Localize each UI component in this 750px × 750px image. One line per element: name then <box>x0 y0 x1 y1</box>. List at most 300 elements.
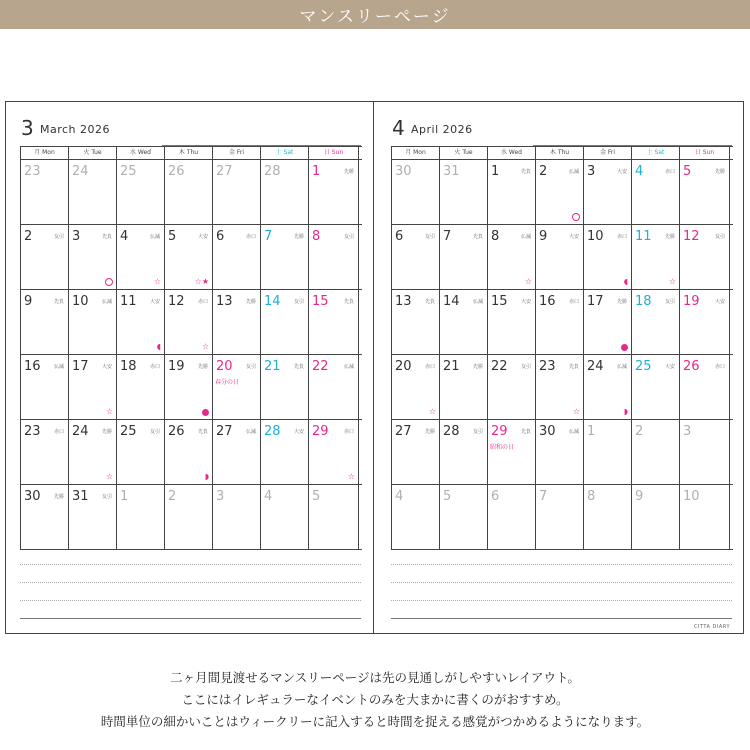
day-number: 20 <box>395 359 412 374</box>
rokuyo-label: 仏滅 <box>53 364 64 370</box>
moon-phase-mark <box>105 278 113 286</box>
day-number: 4 <box>635 164 644 179</box>
day-cell[interactable] <box>117 290 165 354</box>
month-number: 3 <box>21 116 34 140</box>
day-cell[interactable] <box>69 160 117 224</box>
day-cell[interactable] <box>680 355 730 419</box>
day-number: 8 <box>491 229 500 244</box>
day-number: 3 <box>72 229 81 244</box>
day-cell[interactable] <box>117 225 165 289</box>
star-icon: ☆ <box>668 277 676 286</box>
day-number: 28 <box>443 424 460 439</box>
weekday-label: 火 Tue <box>69 147 117 159</box>
day-number: 19 <box>168 359 185 374</box>
rokuyo-label: 大安 <box>714 299 725 305</box>
rokuyo-label: 先勝 <box>616 299 627 305</box>
rokuyo-label: 大安 <box>520 299 531 305</box>
waning-moon-icon: ◗ <box>623 407 628 416</box>
day-cell[interactable] <box>309 225 359 289</box>
day-cell[interactable] <box>392 355 440 419</box>
day-cell[interactable] <box>488 290 536 354</box>
day-cell[interactable] <box>261 290 309 354</box>
day-cell[interactable] <box>165 290 213 354</box>
weekday-label: 木 Thu <box>536 147 584 159</box>
day-cell[interactable] <box>261 420 309 484</box>
day-number: 29 <box>312 424 329 439</box>
day-number: 19 <box>683 294 700 309</box>
star-icon: ☆ <box>572 407 580 416</box>
day-number: 1 <box>120 489 129 504</box>
day-cell[interactable] <box>309 355 359 419</box>
day-cell[interactable] <box>440 485 488 549</box>
day-number: 26 <box>168 164 185 179</box>
day-cell[interactable] <box>309 160 359 224</box>
moon-phase-mark <box>572 213 580 221</box>
day-number: 12 <box>168 294 185 309</box>
weekday-label: 月 Mon <box>392 147 440 159</box>
day-cell[interactable] <box>213 160 261 224</box>
day-cell[interactable] <box>584 485 632 549</box>
weekday-label: 金 Fri <box>213 147 261 159</box>
rokuyo-label: 赤口 <box>424 364 435 370</box>
day-number: 3 <box>216 489 225 504</box>
rokuyo-label: 友引 <box>101 494 112 500</box>
holiday-label: 昭和の日 <box>490 444 515 451</box>
day-number: 13 <box>395 294 412 309</box>
day-number: 9 <box>539 229 548 244</box>
day-number: 30 <box>539 424 556 439</box>
day-cell[interactable] <box>69 485 117 549</box>
day-number: 24 <box>587 359 604 374</box>
weekday-header-row <box>21 147 362 160</box>
rokuyo-label: 赤口 <box>245 234 256 240</box>
day-number: 2 <box>24 229 33 244</box>
note-line <box>20 582 361 583</box>
day-cell[interactable] <box>165 355 213 419</box>
month-header <box>391 116 732 138</box>
day-cell[interactable] <box>632 160 680 224</box>
day-number: 14 <box>264 294 281 309</box>
star-icon: ☆ <box>201 342 209 351</box>
day-number: 21 <box>264 359 281 374</box>
day-cell[interactable] <box>680 225 730 289</box>
day-cell[interactable] <box>440 160 488 224</box>
day-number: 1 <box>491 164 500 179</box>
rokuyo-label: 友引 <box>424 234 435 240</box>
full-moon-icon <box>202 409 209 416</box>
month-name: March 2026 <box>40 123 111 136</box>
book-spine <box>373 101 374 634</box>
rokuyo-label: 仏滅 <box>472 299 483 305</box>
rokuyo-label: 友引 <box>53 234 64 240</box>
day-number: 22 <box>312 359 329 374</box>
week-row <box>21 160 362 225</box>
rokuyo-label: 先負 <box>53 299 64 305</box>
day-number: 28 <box>264 424 281 439</box>
rokuyo-label: 先負 <box>293 364 304 370</box>
day-number: 22 <box>491 359 508 374</box>
week-row <box>392 355 733 420</box>
rokuyo-label: 仏滅 <box>149 234 160 240</box>
day-number: 23 <box>24 424 41 439</box>
day-number: 24 <box>72 424 89 439</box>
rokuyo-label: 赤口 <box>197 299 208 305</box>
day-cell[interactable] <box>117 160 165 224</box>
day-cell[interactable] <box>680 160 730 224</box>
day-cell[interactable] <box>69 420 117 484</box>
rokuyo-label: 先勝 <box>245 299 256 305</box>
week-row <box>21 355 362 420</box>
day-cell[interactable] <box>261 485 309 549</box>
day-cell[interactable] <box>440 420 488 484</box>
day-number: 5 <box>168 229 177 244</box>
rokuyo-label: 先負 <box>197 429 208 435</box>
day-number: 31 <box>443 164 460 179</box>
note-line <box>391 600 732 601</box>
day-number: 7 <box>264 229 273 244</box>
weekday-label: 土 Sat <box>261 147 309 159</box>
rokuyo-label: 赤口 <box>664 169 675 175</box>
day-cell[interactable] <box>117 355 165 419</box>
day-number: 30 <box>24 489 41 504</box>
day-cell[interactable] <box>536 420 584 484</box>
day-cell[interactable] <box>21 160 69 224</box>
rokuyo-label: 友引 <box>472 429 483 435</box>
day-cell[interactable] <box>680 420 730 484</box>
day-cell[interactable] <box>584 355 632 419</box>
weekday-label: 日 Sun <box>680 147 730 159</box>
week-row <box>392 160 733 225</box>
week-row <box>392 225 733 290</box>
star-icon: ☆★ <box>194 277 209 286</box>
day-number: 24 <box>72 164 89 179</box>
day-cell[interactable] <box>584 225 632 289</box>
day-number: 20 <box>216 359 233 374</box>
day-cell[interactable] <box>632 225 680 289</box>
star-icon: ☆ <box>105 472 113 481</box>
rokuyo-label: 友引 <box>245 364 256 370</box>
day-number: 11 <box>635 229 652 244</box>
rokuyo-label: 赤口 <box>343 429 354 435</box>
rokuyo-label: 先勝 <box>424 429 435 435</box>
day-cell[interactable] <box>632 355 680 419</box>
day-cell[interactable] <box>488 485 536 549</box>
day-cell[interactable] <box>440 355 488 419</box>
moon-phase-mark <box>621 344 628 351</box>
day-number: 9 <box>24 294 33 309</box>
day-cell[interactable] <box>632 290 680 354</box>
day-number: 8 <box>312 229 321 244</box>
day-cell[interactable] <box>261 355 309 419</box>
day-number: 11 <box>120 294 137 309</box>
day-number: 10 <box>587 229 604 244</box>
day-cell[interactable] <box>488 420 536 484</box>
rokuyo-label: 仏滅 <box>343 364 354 370</box>
day-number: 9 <box>635 489 644 504</box>
week-row <box>21 420 362 485</box>
day-number: 18 <box>635 294 652 309</box>
day-cell[interactable] <box>21 290 69 354</box>
day-cell[interactable] <box>536 290 584 354</box>
weekday-label: 水 Wed <box>117 147 165 159</box>
day-number: 27 <box>216 424 233 439</box>
day-number: 17 <box>72 359 89 374</box>
day-number: 27 <box>395 424 412 439</box>
day-number: 14 <box>443 294 460 309</box>
note-line <box>391 564 732 565</box>
rokuyo-label: 先勝 <box>53 494 64 500</box>
day-cell[interactable] <box>213 485 261 549</box>
day-cell[interactable] <box>392 160 440 224</box>
day-cell[interactable] <box>632 420 680 484</box>
weekday-label: 水 Wed <box>488 147 536 159</box>
banner-title: マンスリーページ <box>299 7 451 27</box>
rokuyo-label: 先負 <box>520 429 531 435</box>
weekday-label: 金 Fri <box>584 147 632 159</box>
day-cell[interactable] <box>536 485 584 549</box>
day-cell[interactable] <box>392 225 440 289</box>
rokuyo-label: 先勝 <box>714 169 725 175</box>
day-number: 4 <box>120 229 129 244</box>
day-cell[interactable] <box>165 225 213 289</box>
day-cell[interactable] <box>680 290 730 354</box>
day-cell[interactable] <box>536 160 584 224</box>
day-cell[interactable] <box>213 420 261 484</box>
star-icon: ☆ <box>524 277 532 286</box>
day-number: 25 <box>635 359 652 374</box>
rokuyo-label: 大安 <box>197 234 208 240</box>
rokuyo-label: 仏滅 <box>568 429 579 435</box>
day-number: 7 <box>539 489 548 504</box>
rokuyo-label: 友引 <box>293 299 304 305</box>
day-number: 3 <box>683 424 692 439</box>
weekday-label: 土 Sat <box>632 147 680 159</box>
day-number: 6 <box>216 229 225 244</box>
waxing-moon-icon: ◖ <box>156 342 161 351</box>
rokuyo-label: 友引 <box>520 364 531 370</box>
day-number: 18 <box>120 359 137 374</box>
day-number: 12 <box>683 229 700 244</box>
rokuyo-label: 友引 <box>664 299 675 305</box>
brand-label: CITTA DIARY <box>693 624 730 630</box>
week-row <box>392 485 733 550</box>
rokuyo-label: 大安 <box>616 169 627 175</box>
star-icon: ☆ <box>347 472 355 481</box>
day-number: 27 <box>216 164 233 179</box>
day-cell[interactable] <box>536 355 584 419</box>
month-calendar-grid <box>20 146 362 550</box>
rokuyo-label: 大安 <box>149 299 160 305</box>
day-number: 5 <box>443 489 452 504</box>
monthly-page-march <box>20 102 361 633</box>
caption-line-1: 二ヶ月間見渡せるマンスリーページは先の見通しがしやすいレイアウト。 <box>170 670 580 685</box>
day-cell[interactable] <box>117 485 165 549</box>
day-cell[interactable] <box>440 290 488 354</box>
month-calendar-grid <box>391 146 733 550</box>
day-number: 5 <box>312 489 321 504</box>
day-cell[interactable] <box>165 160 213 224</box>
day-cell[interactable] <box>392 420 440 484</box>
day-number: 10 <box>72 294 89 309</box>
rokuyo-label: 赤口 <box>714 364 725 370</box>
day-cell[interactable] <box>21 485 69 549</box>
day-cell[interactable] <box>584 420 632 484</box>
day-cell[interactable] <box>488 225 536 289</box>
day-number: 6 <box>491 489 500 504</box>
day-number: 6 <box>395 229 404 244</box>
waning-moon-icon: ◗ <box>204 472 209 481</box>
banner <box>0 0 750 29</box>
day-number: 4 <box>395 489 404 504</box>
day-cell[interactable] <box>165 485 213 549</box>
day-cell[interactable] <box>440 225 488 289</box>
rokuyo-label: 先負 <box>568 364 579 370</box>
day-number: 29 <box>491 424 508 439</box>
day-cell[interactable] <box>680 485 730 549</box>
waxing-moon-icon: ◖ <box>623 277 628 286</box>
rokuyo-label: 友引 <box>343 234 354 240</box>
day-cell[interactable] <box>392 290 440 354</box>
caption-line-3: 時間単位の細かいことはウィークリーに記入すると時間を捉える感覚がつかめるようになります。 <box>100 714 650 729</box>
note-line <box>20 618 361 619</box>
star-icon: ☆ <box>153 277 161 286</box>
day-cell[interactable] <box>632 485 680 549</box>
day-number: 25 <box>120 164 137 179</box>
monthly-page-april <box>391 102 732 633</box>
day-number: 1 <box>312 164 321 179</box>
new-moon-icon <box>572 213 580 221</box>
week-row <box>21 290 362 355</box>
rokuyo-label: 先勝 <box>101 429 112 435</box>
day-number: 23 <box>24 164 41 179</box>
day-number: 2 <box>635 424 644 439</box>
rokuyo-label: 大安 <box>568 234 579 240</box>
day-number: 26 <box>168 424 185 439</box>
day-number: 3 <box>587 164 596 179</box>
month-number: 4 <box>392 116 405 140</box>
rokuyo-label: 先勝 <box>197 364 208 370</box>
rokuyo-label: 大安 <box>293 429 304 435</box>
rokuyo-label: 赤口 <box>616 234 627 240</box>
day-cell[interactable] <box>488 160 536 224</box>
week-row <box>21 485 362 550</box>
day-cell[interactable] <box>309 420 359 484</box>
day-number: 15 <box>312 294 329 309</box>
day-cell[interactable] <box>21 225 69 289</box>
day-number: 17 <box>587 294 604 309</box>
day-cell[interactable] <box>488 355 536 419</box>
day-number: 28 <box>264 164 281 179</box>
weekday-label: 日 Sun <box>309 147 359 159</box>
rokuyo-label: 先勝 <box>472 364 483 370</box>
rokuyo-label: 仏滅 <box>520 234 531 240</box>
weekday-header-row <box>392 147 733 160</box>
day-number: 16 <box>539 294 556 309</box>
day-cell[interactable] <box>261 160 309 224</box>
rokuyo-label: 赤口 <box>149 364 160 370</box>
star-icon: ☆ <box>105 407 113 416</box>
star-icon: ☆ <box>428 407 436 416</box>
weekday-label: 木 Thu <box>165 147 213 159</box>
new-moon-icon <box>105 278 113 286</box>
day-number: 21 <box>443 359 460 374</box>
day-cell[interactable] <box>309 485 359 549</box>
day-cell[interactable] <box>213 225 261 289</box>
day-cell[interactable] <box>536 225 584 289</box>
rokuyo-label: 大安 <box>101 364 112 370</box>
day-number: 10 <box>683 489 700 504</box>
rokuyo-label: 仏滅 <box>245 429 256 435</box>
rokuyo-label: 大安 <box>664 364 675 370</box>
day-number: 16 <box>24 359 41 374</box>
day-cell[interactable] <box>69 290 117 354</box>
day-number: 30 <box>395 164 412 179</box>
day-cell[interactable] <box>261 225 309 289</box>
note-line <box>391 618 732 619</box>
note-line <box>20 600 361 601</box>
day-cell[interactable] <box>21 420 69 484</box>
day-number: 26 <box>683 359 700 374</box>
full-moon-icon <box>621 344 628 351</box>
day-number: 31 <box>72 489 89 504</box>
rokuyo-label: 友引 <box>714 234 725 240</box>
day-number: 5 <box>683 164 692 179</box>
day-cell[interactable] <box>69 355 117 419</box>
rokuyo-label: 先負 <box>101 234 112 240</box>
rokuyo-label: 友引 <box>149 429 160 435</box>
rokuyo-label: 先負 <box>343 299 354 305</box>
day-number: 2 <box>168 489 177 504</box>
day-number: 4 <box>264 489 273 504</box>
week-row <box>392 420 733 485</box>
holiday-label: 春分の日 <box>215 379 240 386</box>
week-row <box>21 225 362 290</box>
rokuyo-label: 先負 <box>520 169 531 175</box>
month-header <box>20 116 361 138</box>
caption-line-2: ここにはイレギュラーなイベントのみを大まかに書くのがおすすめ。 <box>181 692 569 707</box>
month-name: April 2026 <box>411 123 473 136</box>
week-row <box>392 290 733 355</box>
rokuyo-label: 赤口 <box>568 299 579 305</box>
rokuyo-label: 仏滅 <box>568 169 579 175</box>
weekday-label: 月 Mon <box>21 147 69 159</box>
rokuyo-label: 先勝 <box>664 234 675 240</box>
day-cell[interactable] <box>213 355 261 419</box>
day-cell[interactable] <box>309 290 359 354</box>
rokuyo-label: 先負 <box>424 299 435 305</box>
rokuyo-label: 先勝 <box>293 234 304 240</box>
day-cell[interactable] <box>213 290 261 354</box>
rokuyo-label: 先勝 <box>343 169 354 175</box>
day-cell[interactable] <box>584 290 632 354</box>
day-cell[interactable] <box>165 420 213 484</box>
rokuyo-label: 仏滅 <box>616 364 627 370</box>
day-cell[interactable] <box>69 225 117 289</box>
diary-spread <box>5 101 744 634</box>
day-cell[interactable] <box>117 420 165 484</box>
weekday-label: 火 Tue <box>440 147 488 159</box>
day-number: 1 <box>587 424 596 439</box>
day-number: 8 <box>587 489 596 504</box>
moon-phase-mark <box>202 409 209 416</box>
day-number: 13 <box>216 294 233 309</box>
note-line <box>391 582 732 583</box>
day-cell[interactable] <box>21 355 69 419</box>
day-cell[interactable] <box>584 160 632 224</box>
day-cell[interactable] <box>392 485 440 549</box>
rokuyo-label: 仏滅 <box>101 299 112 305</box>
note-line <box>20 564 361 565</box>
